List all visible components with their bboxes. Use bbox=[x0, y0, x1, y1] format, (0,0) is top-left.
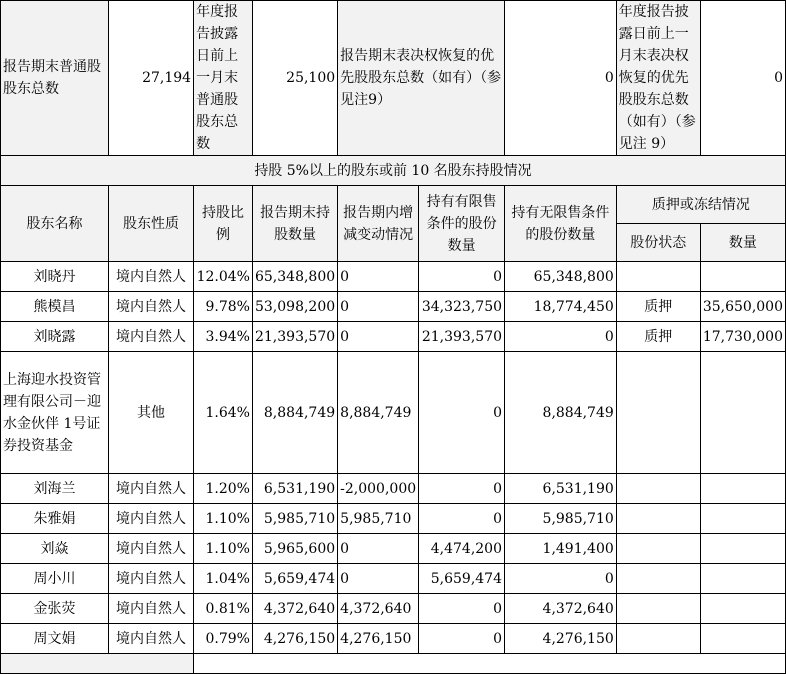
cell-ratio: 9.78% bbox=[194, 292, 253, 322]
cell-pledge-status bbox=[616, 262, 700, 292]
table-row bbox=[1, 534, 786, 564]
cell-shares: 4,276,150 bbox=[252, 624, 337, 654]
cell-name: 刘海兰 bbox=[1, 474, 109, 504]
cell-change: 8,884,749 bbox=[338, 352, 419, 474]
cell-ratio: 12.04% bbox=[194, 262, 253, 292]
cell-ratio: 1.10% bbox=[194, 534, 253, 564]
table-row bbox=[1, 564, 786, 594]
summary-value-3: 0 bbox=[505, 1, 617, 156]
cell-restricted: 0 bbox=[419, 624, 505, 654]
cell-ratio: 1.64% bbox=[194, 352, 253, 474]
cell-pledge-qty bbox=[700, 624, 785, 654]
cell-restricted: 21,393,570 bbox=[419, 322, 505, 352]
cell-nature: 境内自然人 bbox=[108, 504, 193, 534]
cell-change: 5,985,710 bbox=[338, 504, 419, 534]
cell-unrestricted: 6,531,190 bbox=[505, 474, 617, 504]
table-row bbox=[1, 352, 786, 474]
cell-shares: 5,985,710 bbox=[252, 504, 337, 534]
header-nature: 股东性质 bbox=[108, 186, 193, 262]
cell-ratio: 1.04% bbox=[194, 564, 253, 594]
cell-restricted: 0 bbox=[419, 474, 505, 504]
cell-shares: 21,393,570 bbox=[252, 322, 337, 352]
cell-name: 刘晓露 bbox=[1, 322, 109, 352]
cell-pledge-status bbox=[616, 534, 700, 564]
cell-name: 周文娟 bbox=[1, 624, 109, 654]
cell-pledge-qty bbox=[700, 262, 785, 292]
summary-value-4: 0 bbox=[700, 1, 785, 156]
cell-restricted: 0 bbox=[419, 594, 505, 624]
cell-nature: 境内自然人 bbox=[108, 624, 193, 654]
cell-nature: 其他 bbox=[108, 352, 193, 474]
cell-unrestricted: 8,884,749 bbox=[505, 352, 617, 474]
cell-change: 0 bbox=[338, 292, 419, 322]
header-pledge: 质押或冻结情况 bbox=[616, 186, 785, 224]
cell-unrestricted: 65,348,800 bbox=[505, 262, 617, 292]
cell-pledge-qty bbox=[700, 564, 785, 594]
cell-ratio: 0.81% bbox=[194, 594, 253, 624]
cell-restricted: 0 bbox=[419, 352, 505, 474]
cell-shares: 4,372,640 bbox=[252, 594, 337, 624]
cell-pledge-qty bbox=[700, 534, 785, 564]
table-row bbox=[1, 262, 786, 292]
cell-change: 4,276,150 bbox=[338, 624, 419, 654]
cell-restricted: 34,323,750 bbox=[419, 292, 505, 322]
cell-shares: 65,348,800 bbox=[252, 262, 337, 292]
cell-unrestricted: 0 bbox=[505, 322, 617, 352]
cell-ratio: 1.20% bbox=[194, 474, 253, 504]
cell-pledge-qty bbox=[700, 474, 785, 504]
header-name: 股东名称 bbox=[1, 186, 109, 262]
cell-restricted: 0 bbox=[419, 262, 505, 292]
table-row bbox=[1, 594, 786, 624]
cell-unrestricted: 1,491,400 bbox=[505, 534, 617, 564]
summary-row bbox=[1, 1, 786, 156]
cell-name: 刘焱 bbox=[1, 534, 109, 564]
cell-shares: 6,531,190 bbox=[252, 474, 337, 504]
cell-nature: 境内自然人 bbox=[108, 292, 193, 322]
cell-restricted: 0 bbox=[419, 504, 505, 534]
header-pledge-status: 股份状态 bbox=[616, 224, 700, 262]
cell-shares: 5,659,474 bbox=[252, 564, 337, 594]
summary-value-2: 25,100 bbox=[252, 1, 337, 156]
table-row bbox=[1, 624, 786, 654]
cell-change: 0 bbox=[338, 262, 419, 292]
cell-nature: 境内自然人 bbox=[108, 322, 193, 352]
cell-change: 0 bbox=[338, 534, 419, 564]
table-row bbox=[1, 504, 786, 534]
cell-pledge-status bbox=[616, 594, 700, 624]
cell-shares: 8,884,749 bbox=[252, 352, 337, 474]
cell-pledge-status bbox=[616, 564, 700, 594]
cell-change: 0 bbox=[338, 322, 419, 352]
cell-name: 朱雅娟 bbox=[1, 504, 109, 534]
table-row bbox=[1, 474, 786, 504]
table-row bbox=[1, 292, 786, 322]
cell-pledge-status bbox=[616, 474, 700, 504]
summary-label-1: 报告期末普通股股东总数 bbox=[1, 1, 109, 156]
cell-pledge-qty: 17,730,000 bbox=[700, 322, 785, 352]
cell-restricted: 4,474,200 bbox=[419, 534, 505, 564]
table-row bbox=[1, 322, 786, 352]
cell-unrestricted: 18,774,450 bbox=[505, 292, 617, 322]
cell-change: -2,000,000 bbox=[338, 474, 419, 504]
cell-name: 周小川 bbox=[1, 564, 109, 594]
cell-name: 熊模昌 bbox=[1, 292, 109, 322]
cell-nature: 境内自然人 bbox=[108, 534, 193, 564]
cell-nature: 境内自然人 bbox=[108, 262, 193, 292]
cell-ratio: 3.94% bbox=[194, 322, 253, 352]
table-row-partial bbox=[1, 654, 786, 674]
cell-unrestricted: 0 bbox=[505, 564, 617, 594]
section-title-row bbox=[1, 156, 786, 186]
cell-unrestricted: 4,276,150 bbox=[505, 624, 617, 654]
section-title: 持股 5%以上的股东或前 10 名股东持股情况 bbox=[1, 156, 786, 186]
cell-unrestricted: 5,985,710 bbox=[505, 504, 617, 534]
cell-nature: 境内自然人 bbox=[108, 474, 193, 504]
cell-nature: 境内自然人 bbox=[108, 594, 193, 624]
cell-pledge-status: 质押 bbox=[616, 292, 700, 322]
header-pledge-qty: 数量 bbox=[700, 224, 785, 262]
cell-nature: 境内自然人 bbox=[108, 564, 193, 594]
cell-change: 0 bbox=[338, 564, 419, 594]
header-shares: 报告期末持股数量 bbox=[252, 186, 337, 262]
cell-ratio: 0.79% bbox=[194, 624, 253, 654]
summary-label-2: 年度报告披露日前上一月末普通股股东总数 bbox=[194, 1, 253, 156]
cell-change: 4,372,640 bbox=[338, 594, 419, 624]
cell-restricted: 5,659,474 bbox=[419, 564, 505, 594]
cell-name: 上海迎水投资管理有限公司－迎水金伙伴 1号证券投资基金 bbox=[1, 352, 109, 474]
cell-pledge-qty: 35,650,000 bbox=[700, 292, 785, 322]
summary-value-1: 27,194 bbox=[108, 1, 193, 156]
summary-label-3: 报告期末表决权恢复的优先股股东总数（如有）（参见注9） bbox=[338, 1, 505, 156]
cell-name: 金张荧 bbox=[1, 594, 109, 624]
cell-pledge-status bbox=[616, 624, 700, 654]
header-ratio: 持股比例 bbox=[194, 186, 253, 262]
cell-pledge-qty bbox=[700, 352, 785, 474]
header-restricted: 持有有限售条件的股份数量 bbox=[419, 186, 505, 262]
cell-shares: 5,965,600 bbox=[252, 534, 337, 564]
cell-pledge-qty bbox=[700, 594, 785, 624]
cell-pledge-qty bbox=[700, 504, 785, 534]
cell-pledge-status bbox=[616, 504, 700, 534]
cell-partial-grey bbox=[1, 654, 194, 674]
header-change: 报告期内增减变动情况 bbox=[338, 186, 419, 262]
cell-unrestricted: 4,372,640 bbox=[505, 594, 617, 624]
cell-shares: 53,098,200 bbox=[252, 292, 337, 322]
header-unrestricted: 持有无限售条件的股份数量 bbox=[505, 186, 617, 262]
header-row-1 bbox=[1, 186, 786, 224]
cell-pledge-status: 质押 bbox=[616, 322, 700, 352]
summary-label-4: 年度报告披露日前上一月末表决权恢复的优先股股东总数（如有）（参见注 9） bbox=[616, 1, 700, 156]
cell-ratio: 1.10% bbox=[194, 504, 253, 534]
cell-name: 刘晓丹 bbox=[1, 262, 109, 292]
cell-pledge-status bbox=[616, 352, 700, 474]
cell-partial bbox=[194, 654, 786, 674]
